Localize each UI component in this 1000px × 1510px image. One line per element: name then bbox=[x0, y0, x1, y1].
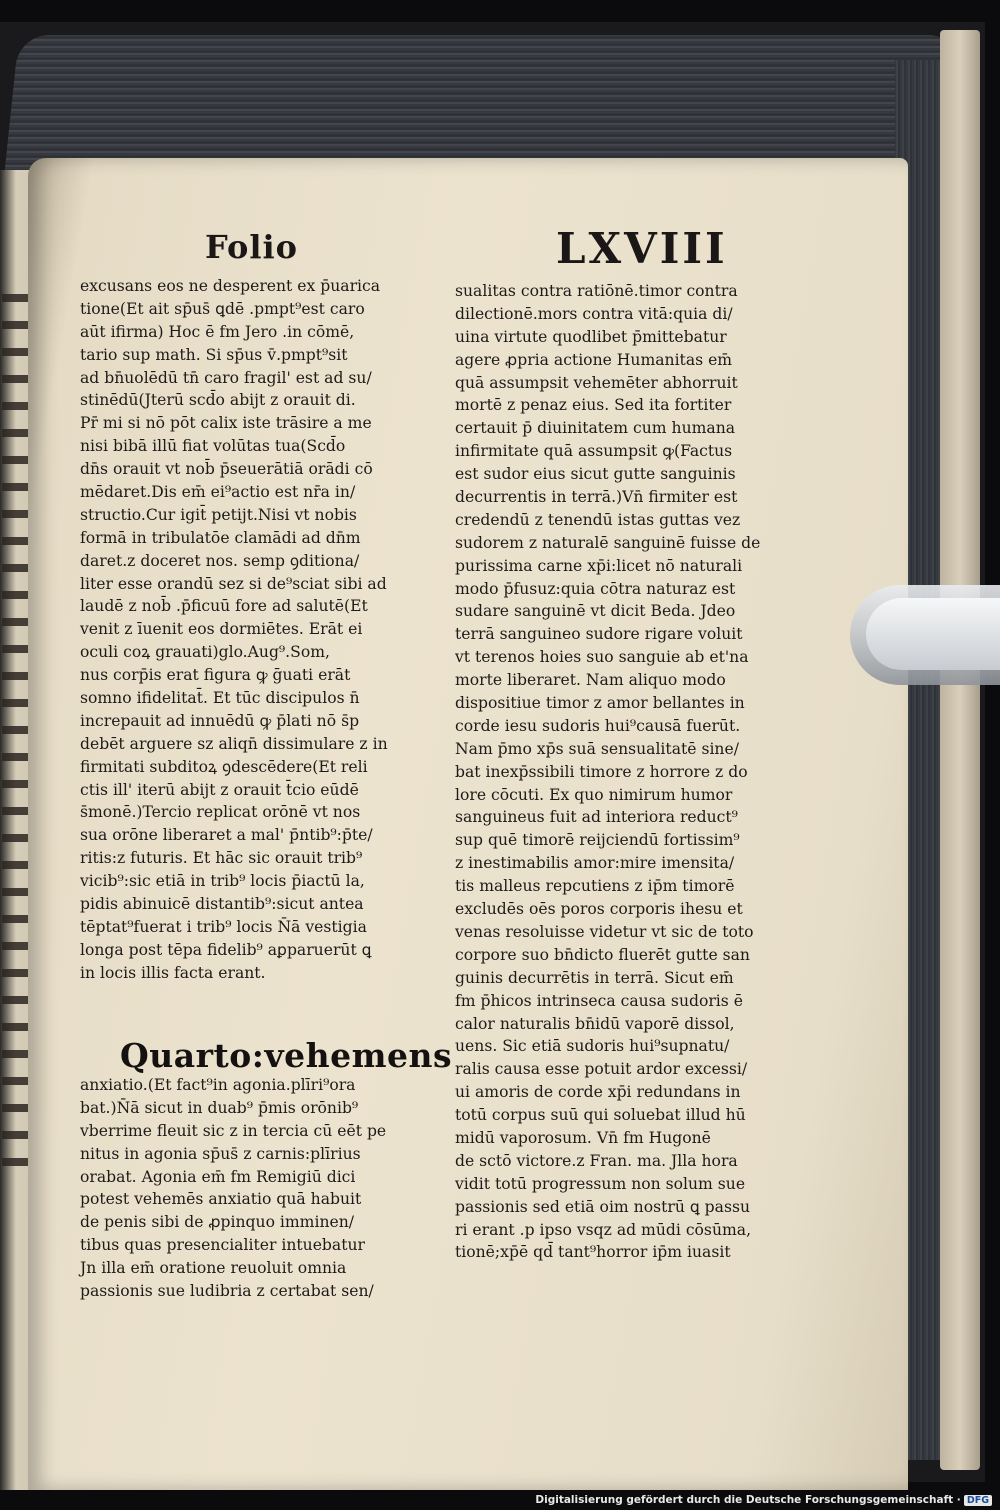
text-line: venit z īuenit eos dormiētes. Erāt ei bbox=[80, 620, 363, 639]
text-line: mēdaret.Dis em̄ ei⁹actio est nr̄a in/ bbox=[80, 483, 356, 502]
text-line: sudare sanguinē vt dicit Beda. Jdeo bbox=[455, 602, 736, 621]
text-line: Nam p̄mo xp̄s suā sensualitatē sine/ bbox=[455, 739, 739, 758]
text-line: guinis decurrētis in terrā. Sicut em̄ bbox=[455, 968, 734, 987]
text-line: firmitati subditoꝝ ꝯdescēdere(Et reli bbox=[80, 757, 368, 776]
right-text-column bbox=[455, 280, 825, 1264]
text-line: decurrentis in terrā.)Vn̄ firmiter est bbox=[455, 488, 738, 507]
text-line: infirmitate quā assumpsit ꝙ(Factus bbox=[455, 442, 733, 461]
text-line: totū corpus suū qui soluebat illud hū bbox=[455, 1106, 746, 1125]
text-line: somno ifidelitat̄. Et tūc discipulos n̄ bbox=[80, 689, 360, 708]
text-line: excludēs oēs poros corporis ihesu et bbox=[455, 900, 743, 919]
text-line: pidis abinuicē distantib⁹:sicut antea bbox=[80, 895, 364, 914]
left-text-column bbox=[80, 275, 440, 985]
text-line: midū vaporosum. Vn̄ fm Hugonē bbox=[455, 1128, 711, 1147]
text-line: sanguineus fuit ad interiora reduct⁹ bbox=[455, 808, 738, 827]
text-line: liter esse orandū sez si de⁹sciat sibi ad bbox=[80, 574, 387, 593]
text-line: terrā sanguineo sudore rigare voluit bbox=[455, 625, 743, 644]
text-line: quā assumpsit vehemēter abhorruit bbox=[455, 373, 738, 392]
text-line: tionē;xp̄ē qd̄ tant⁹horror ip̄m iuasit bbox=[455, 1243, 731, 1262]
text-line: sudorem z naturalē sanguinē fuisse de bbox=[455, 533, 761, 552]
text-line: uens. Sic etiā sudoris hui⁹supnatu/ bbox=[455, 1037, 730, 1056]
text-line: aūt ifirma) Hoc ē fm Jero .in cōmē, bbox=[80, 322, 355, 341]
credit-text: Digitalisierung gefördert durch die Deutsche Forschungsgemeinschaft · bbox=[535, 1494, 961, 1506]
text-line: agere ꝓpria actione Humanitas em̄ bbox=[455, 350, 733, 369]
text-line: ralis causa esse potuit ardor excessi/ bbox=[455, 1060, 748, 1079]
text-line: lore cōcuti. Ex quo nimirum humor bbox=[455, 785, 733, 804]
book-cover-edge bbox=[940, 30, 980, 1470]
text-line: z inestimabilis amor:mire imensita/ bbox=[455, 854, 735, 873]
text-line: credendū z tenendū istas guttas vez bbox=[455, 510, 741, 529]
digitization-credit bbox=[535, 1494, 992, 1506]
text-line: tario sup math. Si sp̄us v̄.pmpt⁹sit bbox=[80, 345, 348, 364]
text-line: certauit p̄ diuinitatem cum humana bbox=[455, 419, 736, 438]
text-line: ritis:z futuris. Et hāc sic orauit trib⁹ bbox=[80, 849, 363, 868]
folio-label: Folio bbox=[205, 228, 298, 266]
text-line: s̄monē.)Tercio replicat orōnē vt nos bbox=[80, 803, 361, 822]
text-line: in locis illis facta erant. bbox=[80, 963, 266, 982]
text-line: vicib⁹:sic etiā in trib⁹ locis p̄iactū la, bbox=[80, 872, 365, 891]
text-line: sua orōne liberaret a mal' p̄ntib⁹:p̄te/ bbox=[80, 826, 373, 845]
text-line: tis malleus repcutiens z ip̄m timorē bbox=[455, 877, 735, 896]
text-line: ctis ill' iterū abijt z orauit t̄cio eūdē bbox=[80, 780, 359, 799]
text-line: corde iesu sudoris hui⁹causā fuerūt. bbox=[455, 716, 741, 735]
text-line: nitus in agonia sp̄us̄ z carnis:plīrius bbox=[80, 1144, 361, 1163]
text-line: passionis sed etiā oim nostrū ꝗ passu bbox=[455, 1197, 751, 1216]
text-line: sualitas contra ratiōnē.timor contra bbox=[455, 282, 738, 300]
text-line: ad bn̄uolēdū tn̄ caro fragil' est ad su/ bbox=[80, 368, 372, 387]
text-line: mortē z penaz eius. Sed ita fortiter bbox=[455, 396, 732, 415]
text-line: calor naturalis bn̄idū vaporē dissol, bbox=[455, 1014, 735, 1033]
text-line: Jn illa em̄ oratione reuoluit omnia bbox=[80, 1259, 347, 1278]
text-line: nisi bibā illū fiat volūtas tua(Scd̄o bbox=[80, 437, 346, 456]
text-line: debēt arguere sz aliqn̄ dissimulare z in bbox=[80, 734, 388, 753]
left-text-column-continued bbox=[80, 1074, 440, 1303]
text-line: ri erant .p ipso vsqz ad mūdi cōsūma, bbox=[455, 1220, 752, 1239]
text-line: longa post tēpa fidelib⁹ aꝑparuerūt ꝗ bbox=[80, 940, 372, 959]
text-line: sup quē timorē reijciendū fortissim⁹ bbox=[455, 831, 740, 850]
page-clip-inner bbox=[866, 598, 1000, 670]
text-line: uina virtute quodlibet p̄mittebatur bbox=[455, 327, 727, 346]
text-line: daret.z doceret nos. semp ꝯditiona/ bbox=[80, 551, 360, 570]
section-heading: Quarto:vehemens bbox=[120, 1036, 453, 1075]
text-line: vberrime fleuit sic z in tercia cū eēt pe bbox=[80, 1121, 387, 1140]
text-line: passionis sue ludibria z certabat sen/ bbox=[80, 1282, 374, 1301]
text-line: oculi coꝝ grauati)glo.Aug⁹.Som, bbox=[80, 643, 330, 662]
text-line: morte liberaret. Nam aliquo modo bbox=[455, 671, 726, 690]
text-line: formā in tribulatōe clamādi ad dn̄m bbox=[80, 528, 361, 547]
text-line: nus corp̄is erat figura ꝙ ḡuati erāt bbox=[80, 666, 351, 685]
text-line: est sudor eius sicut gutte sanguinis bbox=[455, 465, 736, 484]
text-line: potest vehemēs anxiatio quā habuit bbox=[80, 1190, 362, 1209]
text-line: bat.)N̄ā sicut in duab⁹ p̄mis orōnib⁹ bbox=[80, 1098, 359, 1117]
text-line: tibus quas presencialiter intuebatur bbox=[80, 1236, 365, 1255]
text-line: structio.Cur igit̄ petijt.Nisi vt nobis bbox=[80, 505, 357, 524]
text-line: excusans eos ne desperent ex p̄uarica bbox=[80, 277, 381, 295]
text-line: venas resoluisse videtur vt sic de toto bbox=[455, 922, 754, 941]
text-line: de penis sibi de ꝓpinquo imminen/ bbox=[80, 1213, 355, 1232]
text-line: stinēdū(Jterū scd̄o abijt z orauit di. bbox=[80, 391, 356, 410]
text-line: bat inexp̄ssibili timore z horrore z do bbox=[455, 762, 748, 781]
text-line: de sctō victore.z Fran. ma. Jlla hora bbox=[455, 1151, 738, 1170]
text-line: dn̄s orauit vt nob̄ p̄seuerātiā orādi cō bbox=[80, 460, 373, 479]
text-line: laudē z nob̄ .p̄ficuū fore ad salutē(Et bbox=[80, 597, 368, 616]
text-line: purissima carne xp̄i:licet nō naturali bbox=[455, 556, 743, 575]
text-line: tione(Et ait sp̄us̄ ꝗdē .pmpt⁹est caro bbox=[80, 299, 365, 318]
left-page-text-fragment bbox=[2, 280, 28, 1180]
text-line: corpore suo bn̄dicto fluerēt gutte san bbox=[455, 945, 750, 964]
text-line: Pr̄ mi si nō pōt calix iste trāsire a me bbox=[80, 414, 372, 433]
text-line: tēptat⁹fuerat i trib⁹ locis N̄ā vestigia bbox=[80, 917, 367, 936]
text-line: fm p̄hicos intrinseca causa sudoris ē bbox=[455, 991, 743, 1010]
text-line: orabat. Agonia em̄ fm Remigiū dici bbox=[80, 1167, 356, 1186]
dfg-logo: DFG bbox=[964, 1495, 992, 1506]
text-line: increpauit ad innuēdū ꝙ p̄lati nō s̄p bbox=[80, 711, 360, 730]
text-line: dispositiue timor z amor bellantes in bbox=[455, 694, 745, 713]
text-line: vidit totū progressum non solum sue bbox=[455, 1174, 746, 1193]
text-line: dilectionē.mors contra vitā:quia di/ bbox=[455, 304, 733, 323]
text-line: vt terenos hoies suo sanguie ab et'na bbox=[455, 648, 749, 667]
text-line: anxiatio.(Et fact⁹in agonia.plīri⁹ora bbox=[80, 1076, 356, 1094]
folio-number: LXVIII bbox=[556, 224, 728, 273]
text-line: ui amoris de corde xp̄i redundans in bbox=[455, 1083, 741, 1102]
text-line: modo p̄fusuz:quia cōtra naturaz est bbox=[455, 579, 736, 598]
